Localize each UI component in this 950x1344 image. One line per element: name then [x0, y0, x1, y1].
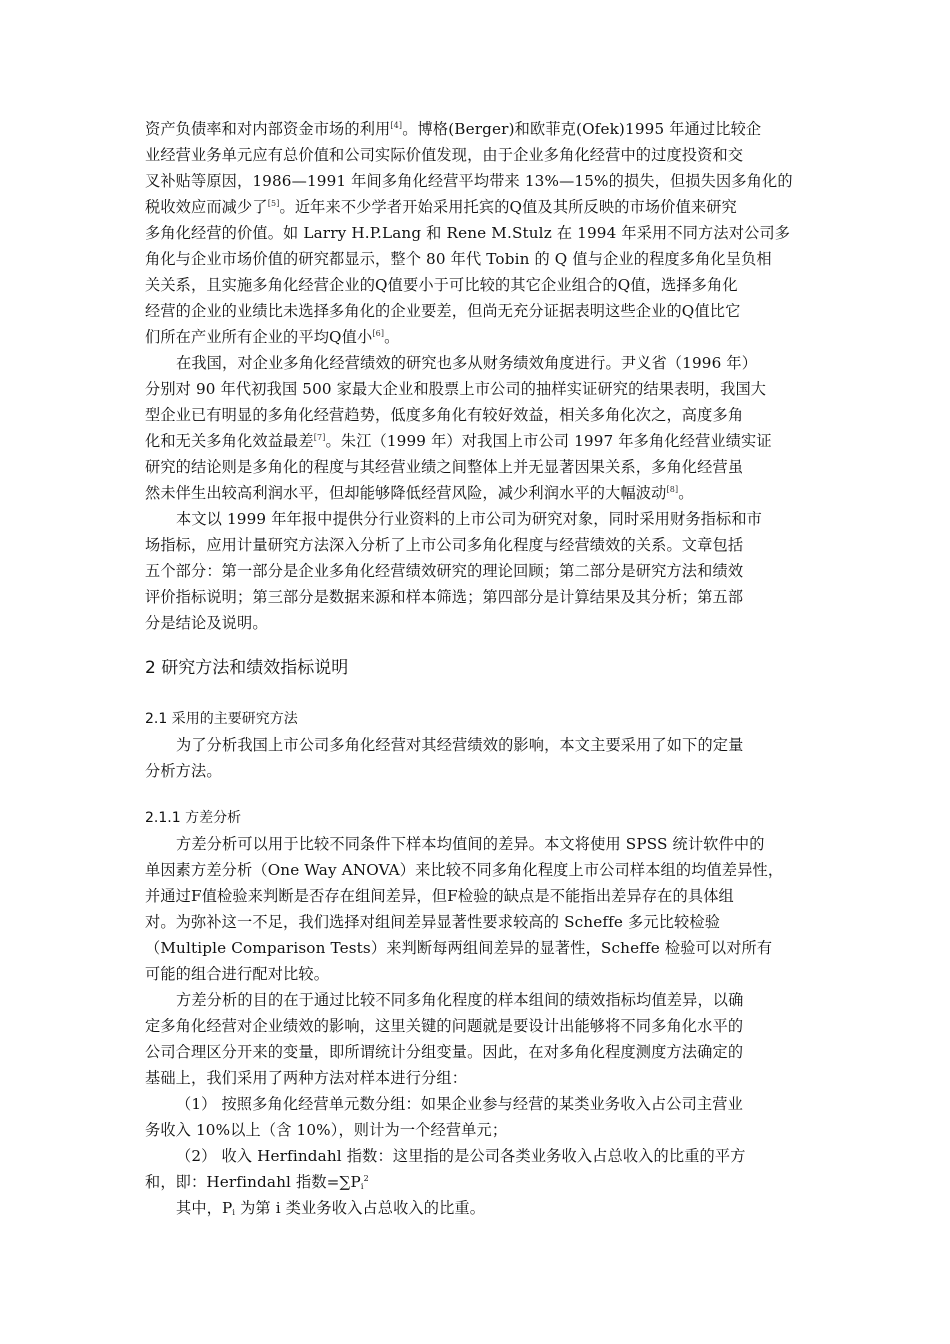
text-line: 资产负债率和对内部资金市场的利用[4]。博格(Berger)和欧菲克(Ofek)1995 年通过比较企 — [145, 120, 762, 138]
text-line: 为了分析我国上市公司多角化经营对其经营绩效的影响，本文主要采用了如下的定量 — [176, 736, 744, 754]
text-line: 本文以 1999 年年报中提供分行业资料的上市公司为研究对象，同时采用财务指标和市 — [176, 510, 763, 528]
text-line: 其中，$P_i$ 为第 i 类业务收入占总收入的比重。 — [176, 1199, 486, 1217]
citation-ref[interactable]: [7] — [313, 433, 326, 442]
text-line: 分别对 90 年代初我国 500 家最大企业和股票上市公司的抽样实证研究的结果表明，我国大 — [145, 380, 767, 398]
text-line: 经营的企业的业绩比未选择多角化的企业要差，但尚无充分证据表明这些企业的Q值比它 — [145, 302, 741, 320]
text-line: 单因素方差分析（One Way ANOVA）来比较不同多角化程度上市公司样本组的均值差异性， — [145, 861, 784, 879]
text-line: 对。为弥补这一不足，我们选择对组间差异显著性要求较高的 Scheffe 多元比较检验 — [145, 913, 721, 931]
text-line: 务收入 10%以上（含 10%），则计为一个经营单元； — [145, 1121, 508, 1139]
text-line: （1） 按照多角化经营单元数分组：如果企业参与经营的某类业务收入占公司主营业 — [176, 1095, 743, 1113]
text-line: 在我国，对企业多角化经营绩效的研究也多从财务绩效角度进行。尹义省（1996 年） — [176, 354, 758, 372]
text-line: 化和无关多角化效益最差[7]。朱江（1999 年）对我国上市公司 1997 年多角化经营业绩实证 — [145, 432, 772, 450]
text-line: 叉补贴等原因，1986—1991 年间多角化经营平均带来 13%—15%的损失，但损失因多角化的 — [145, 172, 793, 190]
text-line: 然未伴生出较高利润水平，但却能够降低经营风险，减少利润水平的大幅波动[8]。 — [145, 484, 694, 502]
text-line: 分析方法。 — [145, 762, 222, 780]
text-line: 方差分析可以用于比较不同条件下样本均值间的差异。本文将使用 SPSS 统计软件中的 — [176, 835, 765, 853]
text-line: （2） 收入 Herfindahl 指数：这里指的是公司各类业务收入占总收入的比重的平方 — [176, 1147, 746, 1165]
text-line: 们所在产业所有企业的平均Q值小[6]。 — [145, 328, 400, 346]
formula-line: 和，即：Herfindahl 指数$=\sum P_i^2$ — [145, 1173, 369, 1191]
citation-ref[interactable]: [8] — [666, 485, 679, 494]
text-line: 方差分析的目的在于通过比较不同多角化程度的样本组间的绩效指标均值差异，以确 — [176, 991, 744, 1009]
text-line: 研究的结论则是多角化的程度与其经营业绩之间整体上并无显著因果关系，多角化经营虽 — [145, 458, 744, 476]
text-line: （Multiple Comparison Tests）来判断每两组间差异的显著性，Scheffe 检验可以对所有 — [145, 939, 773, 957]
text-line: 并通过F值检验来判断是否存在组间差异，但F检验的缺点是不能指出差异存在的具体组 — [145, 887, 734, 905]
subsubsection-heading: 2.1.1 方差分析 — [145, 810, 242, 826]
text-line: 可能的组合进行配对比较。 — [145, 965, 330, 983]
text-line: 关关系，且实施多角化经营企业的Q值要小于可比较的其它企业组合的Q值，选择多角化 — [145, 276, 738, 294]
citation-ref[interactable]: [5] — [267, 199, 280, 208]
text-line: 五个部分：第一部分是企业多角化经营绩效研究的理论回顾；第二部分是研究方法和绩效 — [145, 562, 744, 580]
text-line: 型企业已有明显的多角化经营趋势，低度多角化有较好效益，相关多角化次之，高度多角 — [145, 406, 744, 424]
citation-ref[interactable]: [4] — [390, 121, 403, 130]
text-line: 公司合理区分开来的变量，即所谓统计分组变量。因此，在对多角化程度测度方法确定的 — [145, 1043, 744, 1061]
text-line: 分是结论及说明。 — [145, 614, 268, 632]
citation-ref[interactable]: [6] — [372, 329, 385, 338]
text-line: 评价指标说明；第三部分是数据来源和样本筛选；第四部分是计算结果及其分析；第五部 — [145, 588, 744, 606]
text-line: 业经营业务单元应有总价值和公司实际价值发现，由于企业多角化经营中的过度投资和交 — [145, 146, 744, 164]
text-line: 基础上，我们采用了两种方法对样本进行分组： — [145, 1069, 468, 1087]
text-line: 定多角化经营对企业绩效的影响，这里关键的问题就是要设计出能够将不同多角化水平的 — [145, 1017, 744, 1035]
section-heading: 2 研究方法和绩效指标说明 — [145, 658, 349, 678]
text-line: 多角化经营的价值。如 Larry H.P.Lang 和 Rene M.Stulz 在 1994 年采用不同方法对公司多 — [145, 224, 791, 242]
subsection-heading: 2.1 采用的主要研究方法 — [145, 711, 298, 727]
text-line: 角化与企业市场价值的研究都显示，整个 80 年代 Tobin 的 Q 值与企业的程度多角化呈负相 — [145, 250, 772, 268]
text-line: 税收效应而减少了[5]。近年来不少学者开始采用托宾的Q值及其所反映的市场价值来研究 — [145, 198, 737, 216]
text-line: 场指标，应用计量研究方法深入分析了上市公司多角化程度与经营绩效的关系。文章包括 — [145, 536, 744, 554]
